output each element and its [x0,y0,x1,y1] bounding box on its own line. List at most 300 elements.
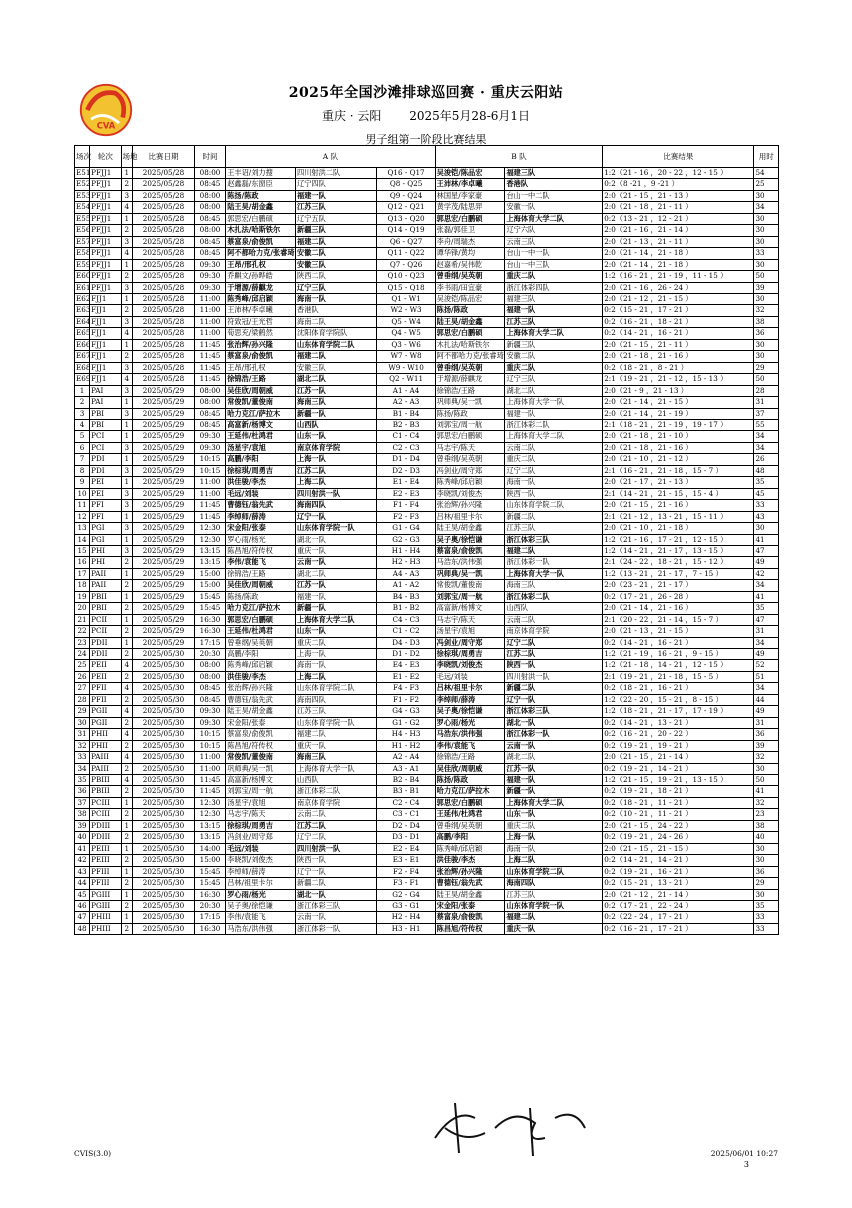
duration: 30 [754,843,779,854]
court: 1 [121,339,133,350]
team-b-players: 吕林/祖里卡尔 [435,511,505,522]
match-date: 2025/05/28 [133,282,195,293]
match-num: 15 [75,545,90,556]
seeds: C3 - C1 [377,809,435,820]
team-b-players: 高鹏/李阳 [435,832,505,843]
team-b-players: 巩师典/吴一凯 [435,568,505,579]
court: 1 [121,534,133,545]
court: 1 [121,843,133,854]
match-num: E59 [76,259,91,269]
team-a-players: 荀思充/梁鹤然 [226,328,296,339]
team-b-players: 张治辉/孙兴隆 [435,866,505,877]
match-num: 34 [75,763,90,774]
round: PGI [90,534,121,545]
seeds: A1 - A4 [377,385,435,396]
table-row [75,752,779,763]
match-date: 2025/05/30 [133,923,195,934]
team-a-name: 南京体育学院 [296,797,377,808]
team-b-players: 刘郭宝/周一航 [435,591,505,602]
match-num: 20 [75,603,90,614]
court: 1 [121,614,133,625]
court: 1 [121,591,133,602]
match-num: 2 [75,397,90,408]
court: 1 [121,397,133,408]
match-num: E62 [76,293,91,303]
col-team-a: A 队 [226,146,435,168]
match-result: 2:0（21 - 15 ，24 - 22 ） [603,820,754,831]
match-time: 11:00 [194,328,225,339]
team-b-name: 辽宁二队 [505,637,603,648]
round: PGIII [90,889,121,900]
match-date: 2025/05/28 [133,259,195,270]
match-num: E52 [76,179,91,189]
table-row [75,637,779,648]
round: PGII [90,717,121,728]
seeds: B1 - B4 [377,408,435,419]
match-num: 36 [75,786,90,797]
court: 4 [121,202,133,213]
match-num: 19 [75,591,90,602]
team-a-players: 巩师典/吴一凯 [226,763,296,774]
match-time: 12:30 [194,797,225,808]
team-b-players: 陈秀峰/邱启颖 [435,843,505,854]
table-row [75,351,779,362]
match-date: 2025/05/30 [133,797,195,808]
team-a-players: 蔡富泉/俞俊凯 [226,729,296,740]
match-num: 10 [75,488,90,499]
col-time: 时间 [194,146,225,168]
seeds: F4 - F3 [377,683,435,694]
table-row [75,763,779,774]
match-date: 2025/05/29 [133,545,195,556]
team-b-name: 台山一中一队 [505,248,603,259]
match-date: 2025/05/28 [133,190,195,201]
duration: 49 [754,649,779,660]
round: PFI [90,511,121,522]
team-a-name: 上海二队 [296,477,377,488]
match-time: 08:00 [194,202,225,213]
court: 3 [121,236,133,247]
team-a-name: 重庆一队 [296,740,377,751]
team-b-players: 于增源/薛麒龙 [435,374,505,385]
table-row [75,717,779,728]
match-date: 2025/05/29 [133,603,195,614]
match-date: 2025/05/29 [133,385,195,396]
duration: 52 [754,660,779,671]
team-a-name: 辽宁一队 [296,866,377,877]
seeds: Q9 - Q24 [377,190,435,201]
round: PFJJ1 [90,168,121,179]
match-time: 13:15 [194,557,225,568]
round: PEIII [90,855,121,866]
team-b-players: 郭思宏/白鹏硕 [435,431,505,442]
team-a-players: 哈力克江/萨拉木 [226,408,296,419]
court: 2 [121,557,133,568]
match-result: 2:0（21 - 14 ，21 - 19 ） [603,408,754,419]
page-title: 2025年全国沙滩排球巡回赛 · 重庆云阳站 [288,85,564,101]
match-date: 2025/05/30 [133,729,195,740]
match-time: 11:00 [194,316,225,327]
team-a-players: 毛远/刘装 [226,488,296,499]
match-date: 2025/05/30 [133,683,195,694]
table-row [75,419,779,430]
match-time: 13:15 [194,820,225,831]
table-row [75,339,779,350]
team-a-players: 陈秀峰/邱启颖 [226,660,296,671]
court: 4 [121,328,133,339]
seeds: E4 - E3 [377,660,435,671]
team-b-players: 冯剑业/周守郑 [435,465,505,476]
seeds: F1 - F2 [377,694,435,705]
team-b-name: 山东体育学院二队 [505,500,603,511]
team-a-name: 海南一队 [296,293,377,304]
match-num: 9 [75,477,90,488]
table-row [75,282,779,293]
table-row [75,305,779,316]
team-b-players: 吴子奥/徐恺谦 [435,706,505,717]
match-date: 2025/05/29 [133,557,195,568]
team-b-players: 毛远/刘装 [435,671,505,682]
seeds: Q12 - Q21 [377,202,435,213]
round: PCII [90,626,121,637]
match-num: 26 [75,671,90,682]
seeds: Q13 - Q20 [377,213,435,224]
match-result: 2:1（14 - 21 ，21 - 15 ，15 - 4 ） [603,488,754,499]
table-row [75,740,779,751]
duration: 42 [754,568,779,579]
round: PEIII [90,843,121,854]
table-row [75,649,779,660]
court: 4 [121,374,133,385]
match-num: 45 [75,889,90,900]
seeds: E2 - E4 [377,843,435,854]
round: PCIII [90,809,121,820]
team-b-name: 上海体育大学一队 [505,397,603,408]
team-b-players: 李晓凯/刘俊杰 [435,488,505,499]
court: 1 [121,637,133,648]
team-b-players: 宋金阳/张泰 [435,901,505,912]
match-result: 0:2（18 - 21 ，11 - 21 ） [603,797,754,808]
results-table [74,145,779,935]
team-a-name: 辽宁四队 [296,179,377,190]
location: 重庆 · 云阳 [321,109,382,123]
match-result: 2:0（21 - 18 ，21 - 10 ） [603,431,754,442]
seeds: H1 - H2 [377,740,435,751]
team-b-name: 台山一中二队 [505,190,603,201]
round: PBIII [90,775,121,786]
table-row [75,568,779,579]
match-result: 2:1（18 - 21 ，21 - 19 ，19 - 17 ） [603,419,754,430]
duration: 30 [754,523,779,534]
duration: 54 [754,168,779,179]
seeds: F2 - F4 [377,866,435,877]
seeds: Q6 - Q27 [377,236,435,247]
team-a-name: 新疆三队 [296,225,377,236]
team-b-players: 王沛林/李卓曦 [435,179,505,190]
table-row [75,557,779,568]
match-date: 2025/05/29 [133,465,195,476]
team-b-name: 新疆三队 [505,339,603,350]
table-row [75,408,779,419]
match-time: 15:45 [194,866,225,877]
match-date: 2025/05/30 [133,752,195,763]
seeds: E1 - E4 [377,477,435,488]
match-date: 2025/05/30 [133,649,195,660]
duration: 30 [754,236,779,247]
match-date: 2025/05/30 [133,763,195,774]
match-result: 1:2（22 - 20 ，15 - 21 ，8 - 15 ） [603,694,754,705]
match-date: 2025/05/30 [133,832,195,843]
table-header-row [75,146,779,168]
team-a-players: 陆王昊/胡金鑫 [226,202,296,213]
match-result: 1:2（21 - 15 ，19 - 21 ，13 - 15 ） [603,775,754,786]
match-date: 2025/05/30 [133,809,195,820]
match-time: 15:45 [194,878,225,889]
team-b-name: 上海体育大学二队 [505,797,603,808]
team-a-name: 香港队 [296,305,377,316]
match-time: 12:30 [194,523,225,534]
seeds: A1 - A2 [377,580,435,591]
seeds: H3 - H1 [377,923,435,934]
court: 2 [121,351,133,362]
team-a-name: 云南二队 [296,809,377,820]
court: 2 [121,626,133,637]
match-date: 2025/05/29 [133,477,195,488]
team-b-name: 辽宁一队 [505,694,603,705]
team-b-players: 李书雨/田宜豪 [435,282,505,293]
match-num: E55 [76,213,91,223]
match-result: 0:2（14 - 21 ，14 - 21 ） [603,855,754,866]
team-a-players: 曹德钰/翁先武 [226,694,296,705]
match-result: 2:1（20 - 22 ，21 - 14 ，15 - 7 ） [603,614,754,625]
match-time: 08:00 [194,225,225,236]
team-b-players: 蔡富泉/俞俊凯 [435,912,505,923]
duration: 38 [754,820,779,831]
team-b-players: 赵嘉希/吴伟乾 [435,259,505,270]
team-a-name: 海南四队 [296,500,377,511]
match-time: 11:00 [194,305,225,316]
match-num: 30 [75,717,90,728]
match-num: 47 [75,912,90,923]
match-date: 2025/05/30 [133,694,195,705]
table-row [75,488,779,499]
team-a-players: 罗心雨/杨光 [226,889,296,900]
match-result: 1:2（21 - 16 ，20 - 22 ，12 - 15 ） [603,168,754,179]
team-b-players: 李晓凯/刘俊杰 [435,660,505,671]
team-a-name: 南京体育学院 [296,442,377,453]
table-row [75,694,779,705]
table-row [75,855,779,866]
team-a-name: 山东一队 [296,431,377,442]
court: 3 [121,545,133,556]
team-b-name: 江苏一队 [505,763,603,774]
duration: 34 [754,442,779,453]
round: FJJ1 [90,293,121,304]
team-b-players: 木扎法/哈斯铁尔 [435,339,505,350]
team-a-players: 徐锦浩/王路 [226,374,296,385]
court: 1 [121,866,133,877]
match-time: 08:00 [194,660,225,671]
team-a-players: 阿不都哈力克/张睿琦 [227,248,295,258]
team-a-players: 常俊凯/董俊南 [226,752,296,763]
seeds: F2 - F3 [377,511,435,522]
team-b-name: 浙江体彩一队 [505,729,603,740]
match-time: 16:30 [194,626,225,637]
match-date: 2025/05/29 [133,614,195,625]
duration: 30 [754,213,779,224]
team-a-name: 海南二队 [296,316,377,327]
col-duration: 用时 [754,146,779,168]
match-num: 32 [75,740,90,751]
team-a-name: 湖北一队 [296,534,377,545]
seeds: B2 - B3 [377,419,435,430]
duration: 29 [754,878,779,889]
system-version: CVIS(3.0) [74,1149,112,1158]
match-time: 08:45 [194,179,225,190]
team-a-players: 马浩东/洪伟强 [226,923,296,934]
round: FJJ1 [90,305,121,316]
team-b-name: 南京体育学院 [505,626,603,637]
team-b-players: 巩师典/吴一凯 [435,397,505,408]
team-a-players: 徐棕琪/周勇吉 [226,465,296,476]
table-row [75,225,779,236]
round: PFIII [90,866,121,877]
match-time: 11:45 [194,786,225,797]
seeds: D4 - D3 [377,637,435,648]
round: PFJJ1 [90,282,121,293]
seeds: W2 - W3 [377,305,435,316]
match-date: 2025/05/29 [133,580,195,591]
stage-title: 男子组第一阶段比赛结果 [365,133,487,146]
match-result: 2:0（21 - 10 ，21 - 12 ） [603,454,754,465]
match-time: 10:15 [194,740,225,751]
round: PDIII [90,832,121,843]
court: 3 [121,523,133,534]
match-num: E66 [76,339,91,349]
team-a-name: 上海二队 [296,671,377,682]
seeds: H1 - H4 [377,545,435,556]
match-result: 1:2（14 - 21 ，21 - 17 ，13 - 15 ） [603,545,754,556]
round: PFII [90,694,121,705]
duration: 31 [754,397,779,408]
duration: 49 [754,557,779,568]
team-a-players: 陈秀峰/邱启颖 [226,293,296,304]
team-b-players: 吴浚铠/陈品宏 [435,293,505,304]
table-row [75,901,779,912]
match-date: 2025/05/29 [133,488,195,499]
print-timestamp: 2025/06/01 10:27 [710,1149,778,1158]
match-num: 35 [75,775,90,786]
team-b-name: 福建一队 [505,408,603,419]
match-date: 2025/05/28 [133,225,195,236]
team-b-players: 哈力克江/萨拉木 [435,786,505,797]
duration: 41 [754,534,779,545]
team-a-name: 辽宁三队 [296,282,377,293]
team-a-name: 江苏二队 [296,820,377,831]
round: PDII [90,649,121,660]
team-a-name: 四川射洪一队 [296,488,377,499]
team-b-name: 四川射洪一队 [505,671,603,682]
duration: 33 [754,923,779,934]
round: PFJJ1 [90,179,121,190]
match-num: 6 [75,442,90,453]
court: 3 [121,385,133,396]
duration: 31 [754,626,779,637]
team-b-players: 陆王昊/胡金鑫 [435,316,505,327]
match-time: 08:00 [194,671,225,682]
duration: 47 [754,545,779,556]
match-time: 08:45 [194,419,225,430]
table-row [75,866,779,877]
match-result: 2:0（21 - 15 ，21 - 15 ） [603,843,754,854]
match-result: 2:1（19 - 21 ，21 - 12 ，15 - 13 ） [603,374,754,385]
match-date: 2025/05/30 [133,901,195,912]
seeds: D1 - D4 [377,454,435,465]
round: PCII [90,614,121,625]
duration: 32 [754,752,779,763]
court: 2 [121,786,133,797]
duration: 34 [754,431,779,442]
team-b-name: 重庆二队 [505,362,603,373]
table-row [75,442,779,453]
team-a-name: 四川射洪一队 [296,843,377,854]
match-result: 0:2（15 - 21 ，13 - 21 ） [603,878,754,889]
match-time: 11:45 [194,374,225,385]
match-num: 29 [75,706,90,717]
match-result: 2:0（21 - 14 ，21 - 16 ） [603,603,754,614]
team-a-name: 浙江体彩一队 [296,923,377,934]
court: 3 [121,500,133,511]
round: PFJJ1 [90,236,121,247]
team-a-players: 高富新/杨博文 [226,775,296,786]
col-result: 比赛结果 [603,146,754,168]
match-result: 2:0（21 - 9 ，21 - 13 ） [603,385,754,396]
match-time: 13:15 [194,832,225,843]
seeds: Q11 - Q22 [377,248,435,259]
match-date: 2025/05/29 [133,500,195,511]
team-a-players: 李伟/袁能飞 [226,912,296,923]
team-a-name: 山东体育学院一队 [296,717,377,728]
table-row [75,534,779,545]
team-b-players: 马志宇/陈天 [435,442,505,453]
team-b-players: 郭思宏/白鹏硕 [435,213,505,224]
table-row [75,213,779,224]
duration: 35 [754,477,779,488]
match-date: 2025/05/30 [133,671,195,682]
team-a-name: 新疆一队 [296,408,377,419]
team-a-players: 王昂/邢孔权 [226,259,296,270]
court: 1 [121,168,133,179]
table-row [75,236,779,247]
match-result: 2:1（24 - 22 ，18 - 21 ，15 - 12 ） [603,557,754,568]
team-a-players: 李伟/袁能飞 [226,557,296,568]
match-time: 09:30 [194,442,225,453]
seeds: G1 - G4 [377,523,435,534]
match-num: 41 [75,843,90,854]
team-b-name: 重庆二队 [505,454,603,465]
team-a-name: 福建二队 [296,236,377,247]
seeds: Q14 - Q19 [377,225,435,236]
team-a-players: 张治辉/孙兴隆 [226,339,296,350]
seeds: Q2 - W11 [377,374,435,385]
match-date: 2025/05/29 [133,408,195,419]
team-b-players: 张磊/郭佳卫 [435,225,505,236]
team-b-name: 福建二队 [505,912,603,923]
match-date: 2025/05/30 [133,786,195,797]
team-a-name: 上海一队 [296,454,377,465]
table-row [75,775,779,786]
duration: 30 [754,889,779,900]
